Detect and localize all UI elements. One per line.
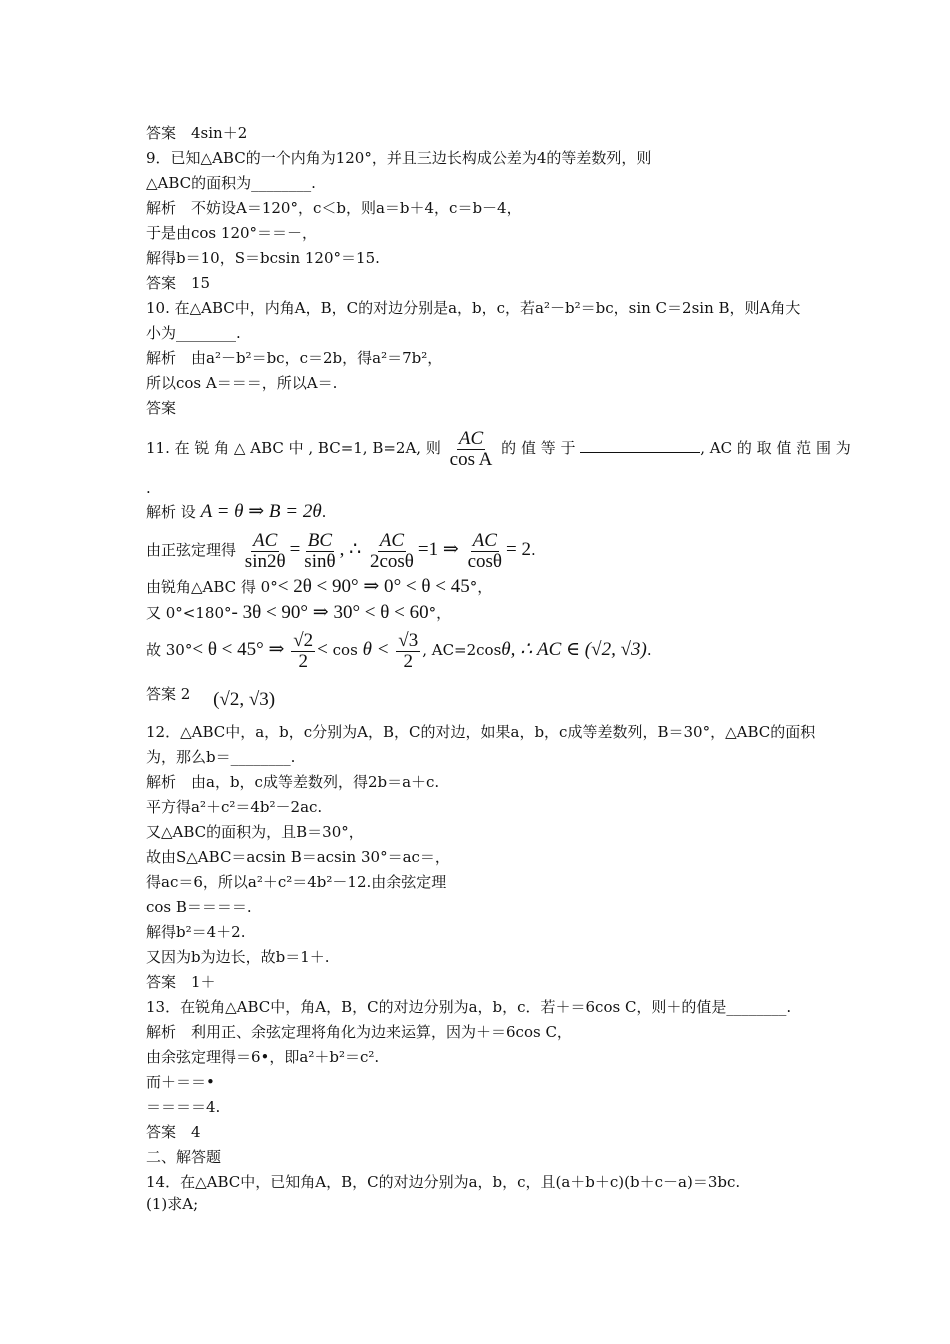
analysis-text: 由锐角△ABC 得 0° xyxy=(146,578,278,596)
punctuation: . xyxy=(321,503,327,521)
analysis-line: 又因为b为边长，故b＝1＋. xyxy=(146,948,330,966)
analysis-line: 解析 由a，b，c成等差数列，得2b＝a＋c. xyxy=(146,773,440,791)
math-text: cos xyxy=(332,641,358,659)
question-9: 9．已知△ABC的一个内角为120°，并且三边长构成公差为4的等差数列，则 xyxy=(146,149,652,167)
answer-line: 答案 1＋ xyxy=(146,973,216,991)
fraction-numerator: AC xyxy=(379,529,405,551)
math-text: < xyxy=(317,639,328,660)
fraction-numerator: AC xyxy=(253,529,278,551)
analysis-line: 解析 不妨设A＝120°，c＜b，则a＝b＋4，c＝b－4， xyxy=(146,199,522,217)
question-14: 14．在△ABC中，已知角A，B，C的对边分别为a，b，c，且(a＋b＋c)(b＋c－a)＝3bc. xyxy=(146,1173,741,1191)
analysis-text: 由正弦定理得 xyxy=(146,541,237,559)
math-text: (√2, √3) xyxy=(213,689,276,710)
question-11 xyxy=(146,428,851,470)
math-text: = 2 xyxy=(506,539,531,560)
analysis-line xyxy=(146,577,492,597)
math-text: < 2θ < 90 xyxy=(277,576,352,597)
analysis-line: 所以cos A＝＝＝，所以A＝. xyxy=(146,374,338,392)
analysis-text: 故 30° xyxy=(146,641,193,659)
analysis-line: 解得b²＝4＋2. xyxy=(146,923,246,941)
q11-text-c: , AC 的 取 值 范 围 为 xyxy=(700,439,851,457)
analysis-line: 故由S△ABC＝acsin B＝acsin 30°＝ac＝， xyxy=(146,848,450,866)
analysis-line: 解得b＝10，S＝bcsin 120°＝15. xyxy=(146,249,380,267)
fraction-ac-over-cosa xyxy=(448,429,495,470)
analysis-line xyxy=(146,603,451,623)
analysis-line: 于是由cos 120°＝＝－， xyxy=(146,224,318,242)
analysis-line: 而＋＝＝• xyxy=(146,1073,215,1091)
q11-text-a: 11. 在 锐 角 △ ABC 中 , BC=1, B=2A, 则 xyxy=(146,439,441,457)
question-10-cont: 小为________. xyxy=(146,324,241,342)
math-text: θ < xyxy=(362,639,390,660)
question-9-cont: △ABC的面积为________. xyxy=(146,174,316,192)
question-10: 10. 在△ABC中，内角A，B，C的对边分别是a，b，c，若a²－b²＝bc，sin C＝2sin B，则A角大 xyxy=(146,299,801,317)
analysis-line: 解析 由a²－b²＝bc，c＝2b，得a²＝7b²， xyxy=(146,349,443,367)
fraction-sqrt2-over-2 xyxy=(291,631,315,672)
math-text: ° ⇒ 0 xyxy=(351,576,394,597)
math-text: , ∴ xyxy=(339,539,362,560)
analysis-line: 由余弦定理得＝6•，即a²＋b²＝c². xyxy=(146,1048,380,1066)
question-13: 13．在锐角△ABC中，角A，B，C的对边分别为a，b，c．若＋＝6cos C，则＋的值是________. xyxy=(146,998,792,1016)
fraction-numerator: √3 xyxy=(398,629,419,651)
punctuation: . xyxy=(646,641,652,659)
analysis-line: 由正弦定理得 $\frac{AC}{\sin 2\theta}$ = $\frac{BC}{\sin\theta}$ , ∴ $\frac{AC}{2\cos\theta}$ =1 ⇒ $\frac{AC}{\cos\theta}$ = 2. xyxy=(146,529,536,572)
analysis-line: 得ac＝6，所以a²＋c²＝4b²－12.由余弦定理 xyxy=(146,873,447,891)
math-text: °， xyxy=(428,604,452,622)
section-heading: 二、解答题 xyxy=(146,1148,222,1166)
fraction xyxy=(302,531,337,572)
answer-label: 答案 2 xyxy=(146,685,191,703)
answer-blank xyxy=(580,452,700,453)
analysis-line xyxy=(146,502,326,522)
answer-line: 答案 15 xyxy=(146,274,211,292)
math-text: θ, ∴ AC ∈ (√2, √3) xyxy=(501,639,647,660)
fraction-denominator: 2cosθ xyxy=(369,550,414,572)
analysis-line: ＝＝＝＝4. xyxy=(146,1098,221,1116)
math-text: - 3θ < 90 xyxy=(231,602,301,623)
question-14-part-1: (1)求A; xyxy=(146,1195,199,1213)
math-expression: A = θ ⇒ B = 2θ xyxy=(200,501,322,522)
analysis-line xyxy=(146,628,652,672)
fraction-numerator: √2 xyxy=(293,629,314,651)
fraction-numerator: BC xyxy=(307,529,333,551)
fraction-denominator: sin2θ xyxy=(244,550,286,572)
analysis-text: 又 0°<180° xyxy=(146,604,232,622)
answer-line: 答案 4 xyxy=(146,1123,201,1141)
fraction-denominator: 2 xyxy=(403,650,413,672)
math-text: ° ⇒ 30 xyxy=(300,602,353,623)
analysis-line: 平方得a²＋c²＝4b²－2ac. xyxy=(146,798,323,816)
math-text: ° < θ < 45 xyxy=(393,576,470,597)
punctuation: . xyxy=(530,541,536,559)
answer-line xyxy=(146,684,276,710)
analysis-label: 解析 设 xyxy=(146,503,196,521)
question-11-cont: . xyxy=(146,479,151,497)
fraction xyxy=(368,531,416,572)
analysis-line: 解析 利用正、余弦定理将角化为边来运算，因为＋＝6cos C， xyxy=(146,1023,572,1041)
analysis-text: , AC=2cos xyxy=(422,641,502,659)
fraction-denominator: sinθ xyxy=(304,550,336,572)
fraction-denominator: cosθ xyxy=(467,550,502,572)
answer-line: 答案 4sin＋2 xyxy=(146,124,248,142)
fraction-denominator: cos A xyxy=(449,448,493,470)
fraction-sqrt3-over-2 xyxy=(396,631,420,672)
fraction xyxy=(466,531,504,572)
fraction xyxy=(243,531,288,572)
q11-text-b: 的 值 等 于 xyxy=(501,439,576,457)
math-text: < θ < 45 xyxy=(192,639,257,660)
math-text: =1 ⇒ xyxy=(417,539,459,560)
analysis-line: cos B＝＝＝＝. xyxy=(146,898,252,916)
analysis-line: 又△ABC的面积为，且B＝30°， xyxy=(146,823,364,841)
fraction-numerator: AC xyxy=(472,529,497,551)
answer-line: 答案 xyxy=(146,399,177,417)
fraction-denominator: 2 xyxy=(298,650,308,672)
math-text: ° < θ < 60 xyxy=(352,602,429,623)
math-text: ° ⇒ xyxy=(256,639,285,660)
fraction-numerator: AC xyxy=(458,427,484,449)
math-text: °， xyxy=(469,578,493,596)
question-12-cont: 为，那么b＝________. xyxy=(146,748,296,766)
question-12: 12．△ABC中，a，b，c分别为A，B，C的对边，如果a，b，c成等差数列，B＝30°，△ABC的面积 xyxy=(146,723,816,741)
